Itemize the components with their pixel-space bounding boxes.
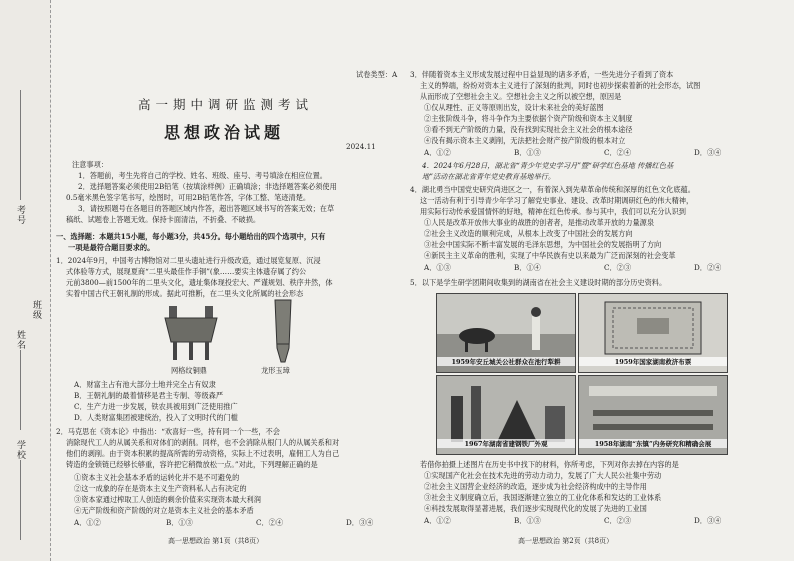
photo-oxen-plough (436, 293, 576, 373)
q5-statement: ②社会主义国营企业经济的改造，逐步成为社会经济构成中的主导作用 (424, 482, 647, 491)
exam-title: 高一期中调研监测考试 (138, 97, 314, 112)
kaohao-label: 考号 (15, 205, 25, 225)
note-line: 3．请按照题号在各题目的答题区域内作答，超出答题区域书写的答案无效；在草 (78, 204, 335, 213)
section1-heading: 一、选择题：本题共15小题，每小题3分，共45分。每小题给出的四个选项中，只有 (56, 232, 326, 241)
q5-answer-c: C．②③ (604, 516, 632, 525)
q5-statement: ③社会主义制度确立后，我国逐渐建立独立的工业化体系和发达的工业体系 (424, 493, 662, 502)
q4-statement: ③社会中国实际不断丰富发展的毛泽东思想，为中国社会的发展指明了方向 (424, 240, 662, 249)
q3-statement: ③看不到无产阶级的力量，没有找到实现社会主义社会的根本途径 (424, 125, 633, 134)
question-1-line: 式体验等方式，展现夏商“二里头最佳作手铜”(象……要实主体遗存属了约公 (66, 267, 307, 276)
subject-title: 思想政治试题 (164, 123, 285, 142)
q5-answer-d: D．③④ (694, 516, 722, 525)
question-2-line: 消除现代工人的从属关系和对体们的剥削。同样，也不会消除从根门人的从属关系和对 (66, 438, 340, 447)
q5-answer-a: A．①② (424, 516, 451, 525)
question-3-line: 3．伴随着资本主义形成发展过程中日益显现的诸多矛盾，一些先进分子看到了资本 (410, 70, 674, 79)
q4-statement: ①人民是改革开放伟大事业的战胜的创者者，是推动改革开放的力量源泉 (424, 218, 655, 227)
left-footer: 高一思想政治 第1页（共8页） (168, 537, 264, 545)
question-5-line: 若借你拍摄上述图片在历史书中找下的材料，你所考虑，下列对你去掉在内容的是 (420, 460, 679, 469)
photo-caption: 1967年湖南省建钢铁厂外观 (437, 439, 575, 448)
exam-date: 2024.11 (346, 142, 376, 151)
photo-meeting-hall (578, 375, 728, 455)
q3-answer-b: B．①③ (514, 148, 541, 157)
right-page (410, 0, 790, 561)
note-line: 2．选择题答案必须使用2B铅笔（按填涂样例）正确填涂；非选择题答案必须使用 (78, 182, 337, 191)
q3-answer-c: C．②④ (604, 148, 632, 157)
handwritten-note: 地”活动在湖北省青年党史教育基地举行。 (422, 172, 556, 181)
question-3-line: 从而形成了空想社会主义。空想社会主义之所以被空想，原因是 (420, 92, 622, 101)
q3-answer-a: A．①② (424, 148, 451, 157)
jade-zhang-caption: 龙形玉璋 (261, 366, 290, 375)
question-1-line: 1．2024年9月，中国考古博物馆对二里头遗址进行升级改造，通过展览复原、沉浸 (56, 256, 321, 265)
q4-answer-c: C．②③ (604, 263, 632, 272)
banji-label: 班级 (31, 300, 41, 320)
xingming-line (20, 350, 21, 430)
q2-statement: ③资本家通过榨取工人创造的剩余价值来实现资本最大利润 (74, 495, 261, 504)
q1-option-a: A．财富主占有池大部分土地并完全占有奴隶 (74, 380, 216, 389)
q4-answer-b: B．①④ (514, 263, 541, 272)
question-1-line: 实着中国古代王朝礼制的形成。据此可推断，在二里头文化所属的社会形态 (66, 289, 304, 298)
xuexiao-label: 学校 (15, 440, 25, 460)
q1-option-b: B．王朝礼制的最着情移是君主专制、等级森严 (74, 391, 224, 400)
q2-answer-a: A．①② (74, 518, 101, 527)
q2-answer-d: D．③④ (346, 518, 374, 527)
section1-heading-cont: 一项是最符合题目要求的。 (68, 243, 155, 252)
q5-answer-b: B．①③ (514, 516, 541, 525)
q4-answer-d: D．②④ (694, 263, 722, 272)
handwritten-note: 4．2024年6月28日，湖北省“青少年党史学习月”暨“研学红色基地 传播红色基 (422, 161, 674, 170)
binding-strip (0, 0, 51, 561)
q2-statement: ①资本主义社会基本矛盾的运转化并不是不可避免的 (74, 473, 240, 482)
q5-statement: ④科技发展取得显著进展，我们逐步实现现代化的发展了先进的工业国 (424, 504, 647, 513)
q3-statement: ④没有揭示资本主义剥削，无法把社会财产按产阶级的根本对立 (424, 136, 626, 145)
q2-answer-b: B．①③ (166, 518, 193, 527)
photo-steel-plant (436, 375, 576, 455)
question-4-line: 用实际行动传承爱国情怀的好地，精神在红色传承。参与其中，我们可以充分认识到 (420, 207, 686, 216)
photo-caption: 1959年安丘城关公社群众在池行犁耕 (437, 357, 575, 366)
question-2-line: 2．马克思在《资本论》中指出：“欢喜好一些，持有同一个一些，不会 (56, 427, 280, 436)
right-footer: 高一思想政治 第2页（共8页） (518, 537, 614, 545)
q3-answer-d: D．③④ (694, 148, 722, 157)
q4-answer-a: A．①③ (424, 263, 451, 272)
paper-type: 试卷类型：A (356, 70, 398, 79)
photo-caption: 1959年国家湖南救济布票 (579, 357, 727, 366)
q1-option-d: D．人类财富集团被建统治，投入了文明时代的门槛 (74, 413, 238, 422)
note-line: 稿纸、试题卷上答题无效。保持卡面清洁，不折叠、不破损。 (66, 215, 261, 224)
q2-statement: ②这一成象的存在是资本主义生产资料私人占有决定的 (74, 484, 247, 493)
question-2-line: 他们的剥削。由于资本积累的提高所需的劳动资格，实际上不过表明，雇佣工人为自己 (66, 449, 340, 458)
photo-cloth-ticket (578, 293, 728, 373)
note-line: 1．答题前，考生先将自己的学校、姓名、班级、座号、考号填涂在相应位置。 (78, 171, 327, 180)
question-1-line: 元前3800—前1500年的二里头文化，遗址集体现投宏大、严谨规划、秩序井然，体 (66, 278, 333, 287)
jade-zhang-image (271, 298, 295, 364)
photo-caption: 1958年湖南“东镇”内务研究和精确会展 (579, 439, 727, 448)
kaohao-line (20, 90, 21, 200)
question-2-line: 铸造的金锁链已经够长够重，容许把它稍微放松一点。”对此，下列理解正确的是 (66, 460, 318, 469)
notes-title: 注意事项： (72, 160, 108, 169)
question-4-line: 4．湖北勇当中国党史研究尚进区之一，有着深入到先辈革命传统和深厚的红色文化底蕴。 (410, 185, 695, 194)
q4-statement: ④新民主主义革命的胜利，实现了中华民族有史以来最为广泛而深刻的社会变革 (424, 251, 676, 260)
bronze-ding-caption: 网格纹铜鼎 (171, 366, 207, 375)
xuexiao-line (20, 460, 21, 540)
question-5-line: 5．以下是学生研学团期间收集到的湖南省在社会主义建设时期的部分历史资料。 (410, 278, 667, 287)
left-page (56, 0, 404, 561)
q1-option-c: C．生产力进一步发展，铁农具被用到广泛使用推广 (74, 402, 238, 411)
q2-answer-c: C．②④ (256, 518, 284, 527)
question-4-line: 这一活动有利于引导青少年学习了解党史事业、建设、改革时期调研红色的伟大精神， (420, 196, 694, 205)
q3-statement: ①仅从理性、正义等原则出发，设计未来社会的美好蓝图 (424, 103, 604, 112)
question-3-line: 主义的弊端，纷纷对资本主义进行了深刻的批判，同时也初步探索着新的社会形态，试图 (420, 81, 701, 90)
bronze-ding-image (161, 300, 221, 362)
q4-statement: ②社会主义改造的顺利完成，从根本上改变了中国社会的发展方向 (424, 229, 633, 238)
q2-statement: ④无产阶级和资产阶级的对立是资本主义社会的基本矛盾 (74, 506, 254, 515)
q5-statement: ①实现国产化社会在技术先进的劳动力动力，发展了广大人民公社集中劳动 (424, 471, 662, 480)
xingming-label: 姓名 (15, 330, 25, 350)
note-line: 0.5毫米黑色签字笔书写，绘图时，可用2B铅笔作答，字体工整、笔迹清楚。 (66, 193, 311, 202)
q3-statement: ②主张阶级斗争，将斗争作为主要依据个资产阶级和资本主义制度 (424, 114, 633, 123)
